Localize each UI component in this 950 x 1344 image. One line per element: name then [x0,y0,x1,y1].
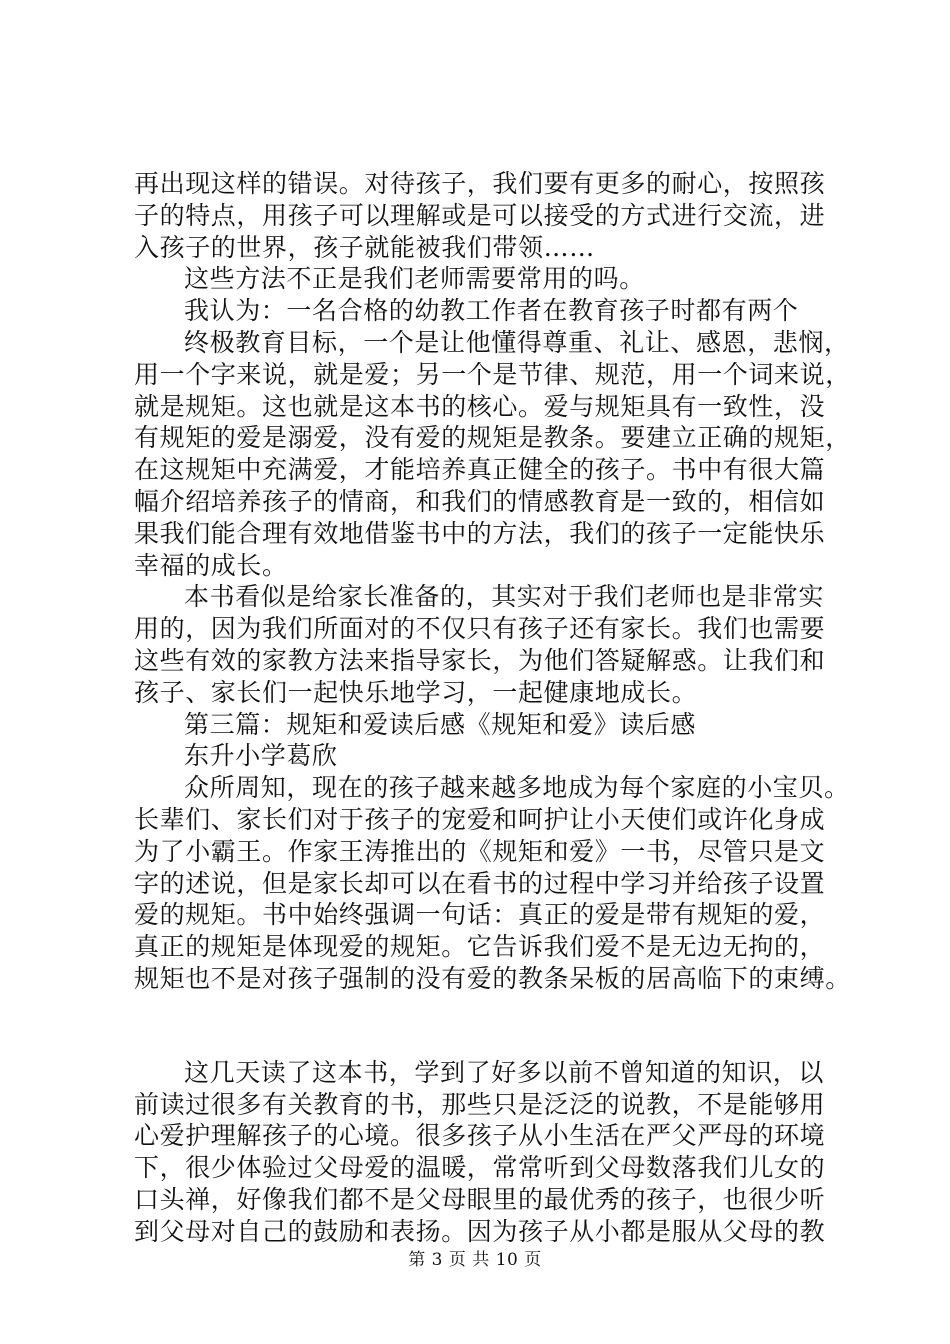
text-line: 这些有效的家教方法来指导家长，为他们答疑解惑。让我们和 [134,645,826,675]
text-line: 下，很少体验过父母爱的温暖，常常听到父母数落我们儿女的 [134,1153,826,1183]
page-footer: 第 3 页 共 10 页 [408,1250,542,1270]
text-line: 再出现这样的错误。对待孩子，我们要有更多的耐心，按照孩 [134,169,826,198]
text-line: 规矩也不是对孩子强制的没有爱的教条呆板的居高临下的束缚。 [134,963,851,993]
text-line: 前读过很多有关教育的书，那些只是泛泛的说教，不是能够用 [134,1089,826,1119]
paragraph-gap [134,995,846,1057]
text-line: 幅介绍培养孩子的情商，和我们的情感教育是一致的，相信如 [134,486,826,516]
text-line: 本书看似是给家长准备的，其实对于我们老师也是非常实 [184,582,825,612]
text-line: 心爱护理解孩子的心境。很多孩子从小生活在严父严母的环境 [134,1121,826,1151]
text-line: 到父母对自己的鼓励和表扬。因为孩子从小都是服从父母的教 [134,1216,826,1246]
text-line: 我认为：一名合格的幼教工作者在教育孩子时都有两个 [184,296,799,326]
text-line: 字的述说，但是家长却可以在看书的过程中学习并给孩子设置 [134,868,826,898]
text-line: 这些方法不正是我们老师需要常用的吗。 [184,264,645,294]
section-heading: 第三篇：规矩和爱读后感《规矩和爱》读后感 [184,709,697,739]
text-line: 真正的规矩是体现爱的规矩。它告诉我们爱不是无边无拘的， [134,932,826,962]
text-line: 众所周知，现在的孩子越来越多地成为每个家庭的小宝贝。 [184,773,850,803]
text-line: 在这规矩中充满爱，才能培养真正健全的孩子。书中有很大篇 [134,455,826,485]
text-line: 孩子、家长们一起快乐地学习，一起健康地成长。 [134,677,698,707]
text-line: 爱的规矩。书中始终强调一句话：真正的爱是带有规矩的爱， [134,900,826,930]
text-line: 长辈们、家长们对于孩子的宠爱和呵护让小天使们或许化身成 [134,804,826,834]
text-line: 入孩子的世界，孩子就能被我们带领…… [134,232,595,262]
text-line: 果我们能合理有效地借鉴书中的方法，我们的孩子一定能快乐 [134,518,826,548]
text-line: 有规矩的爱是溺爱，没有爱的规矩是教条。要建立正确的规矩， [134,423,851,453]
text-line: 幸福的成长。 [134,550,288,580]
text-line: 子的特点，用孩子可以理解或是可以接受的方式进行交流，进 [134,200,826,230]
text-line: 为了小霸王。作家王涛推出的《规矩和爱》一书，尽管只是文 [134,836,826,866]
text-line: 用的，因为我们所面对的不仅只有孩子还有家长。我们也需要 [134,614,826,644]
text-line: 口头禅，好像我们都不是父母眼里的最优秀的孩子，也很少听 [134,1184,826,1214]
text-line: 终极教育目标，一个是让他懂得尊重、礼让、感恩，悲悯， [184,327,850,357]
author-line: 东升小学葛欣 [184,741,338,771]
text-line: 用一个字来说，就是爱；另一个是节律、规范，用一个词来说， [134,359,851,389]
body-text [134,168,851,1248]
text-line: 就是规矩。这也就是这本书的核心。爱与规矩具有一致性，没 [134,391,826,421]
text-line: 这几天读了这本书，学到了好多以前不曾知道的知识，以 [184,1057,825,1087]
